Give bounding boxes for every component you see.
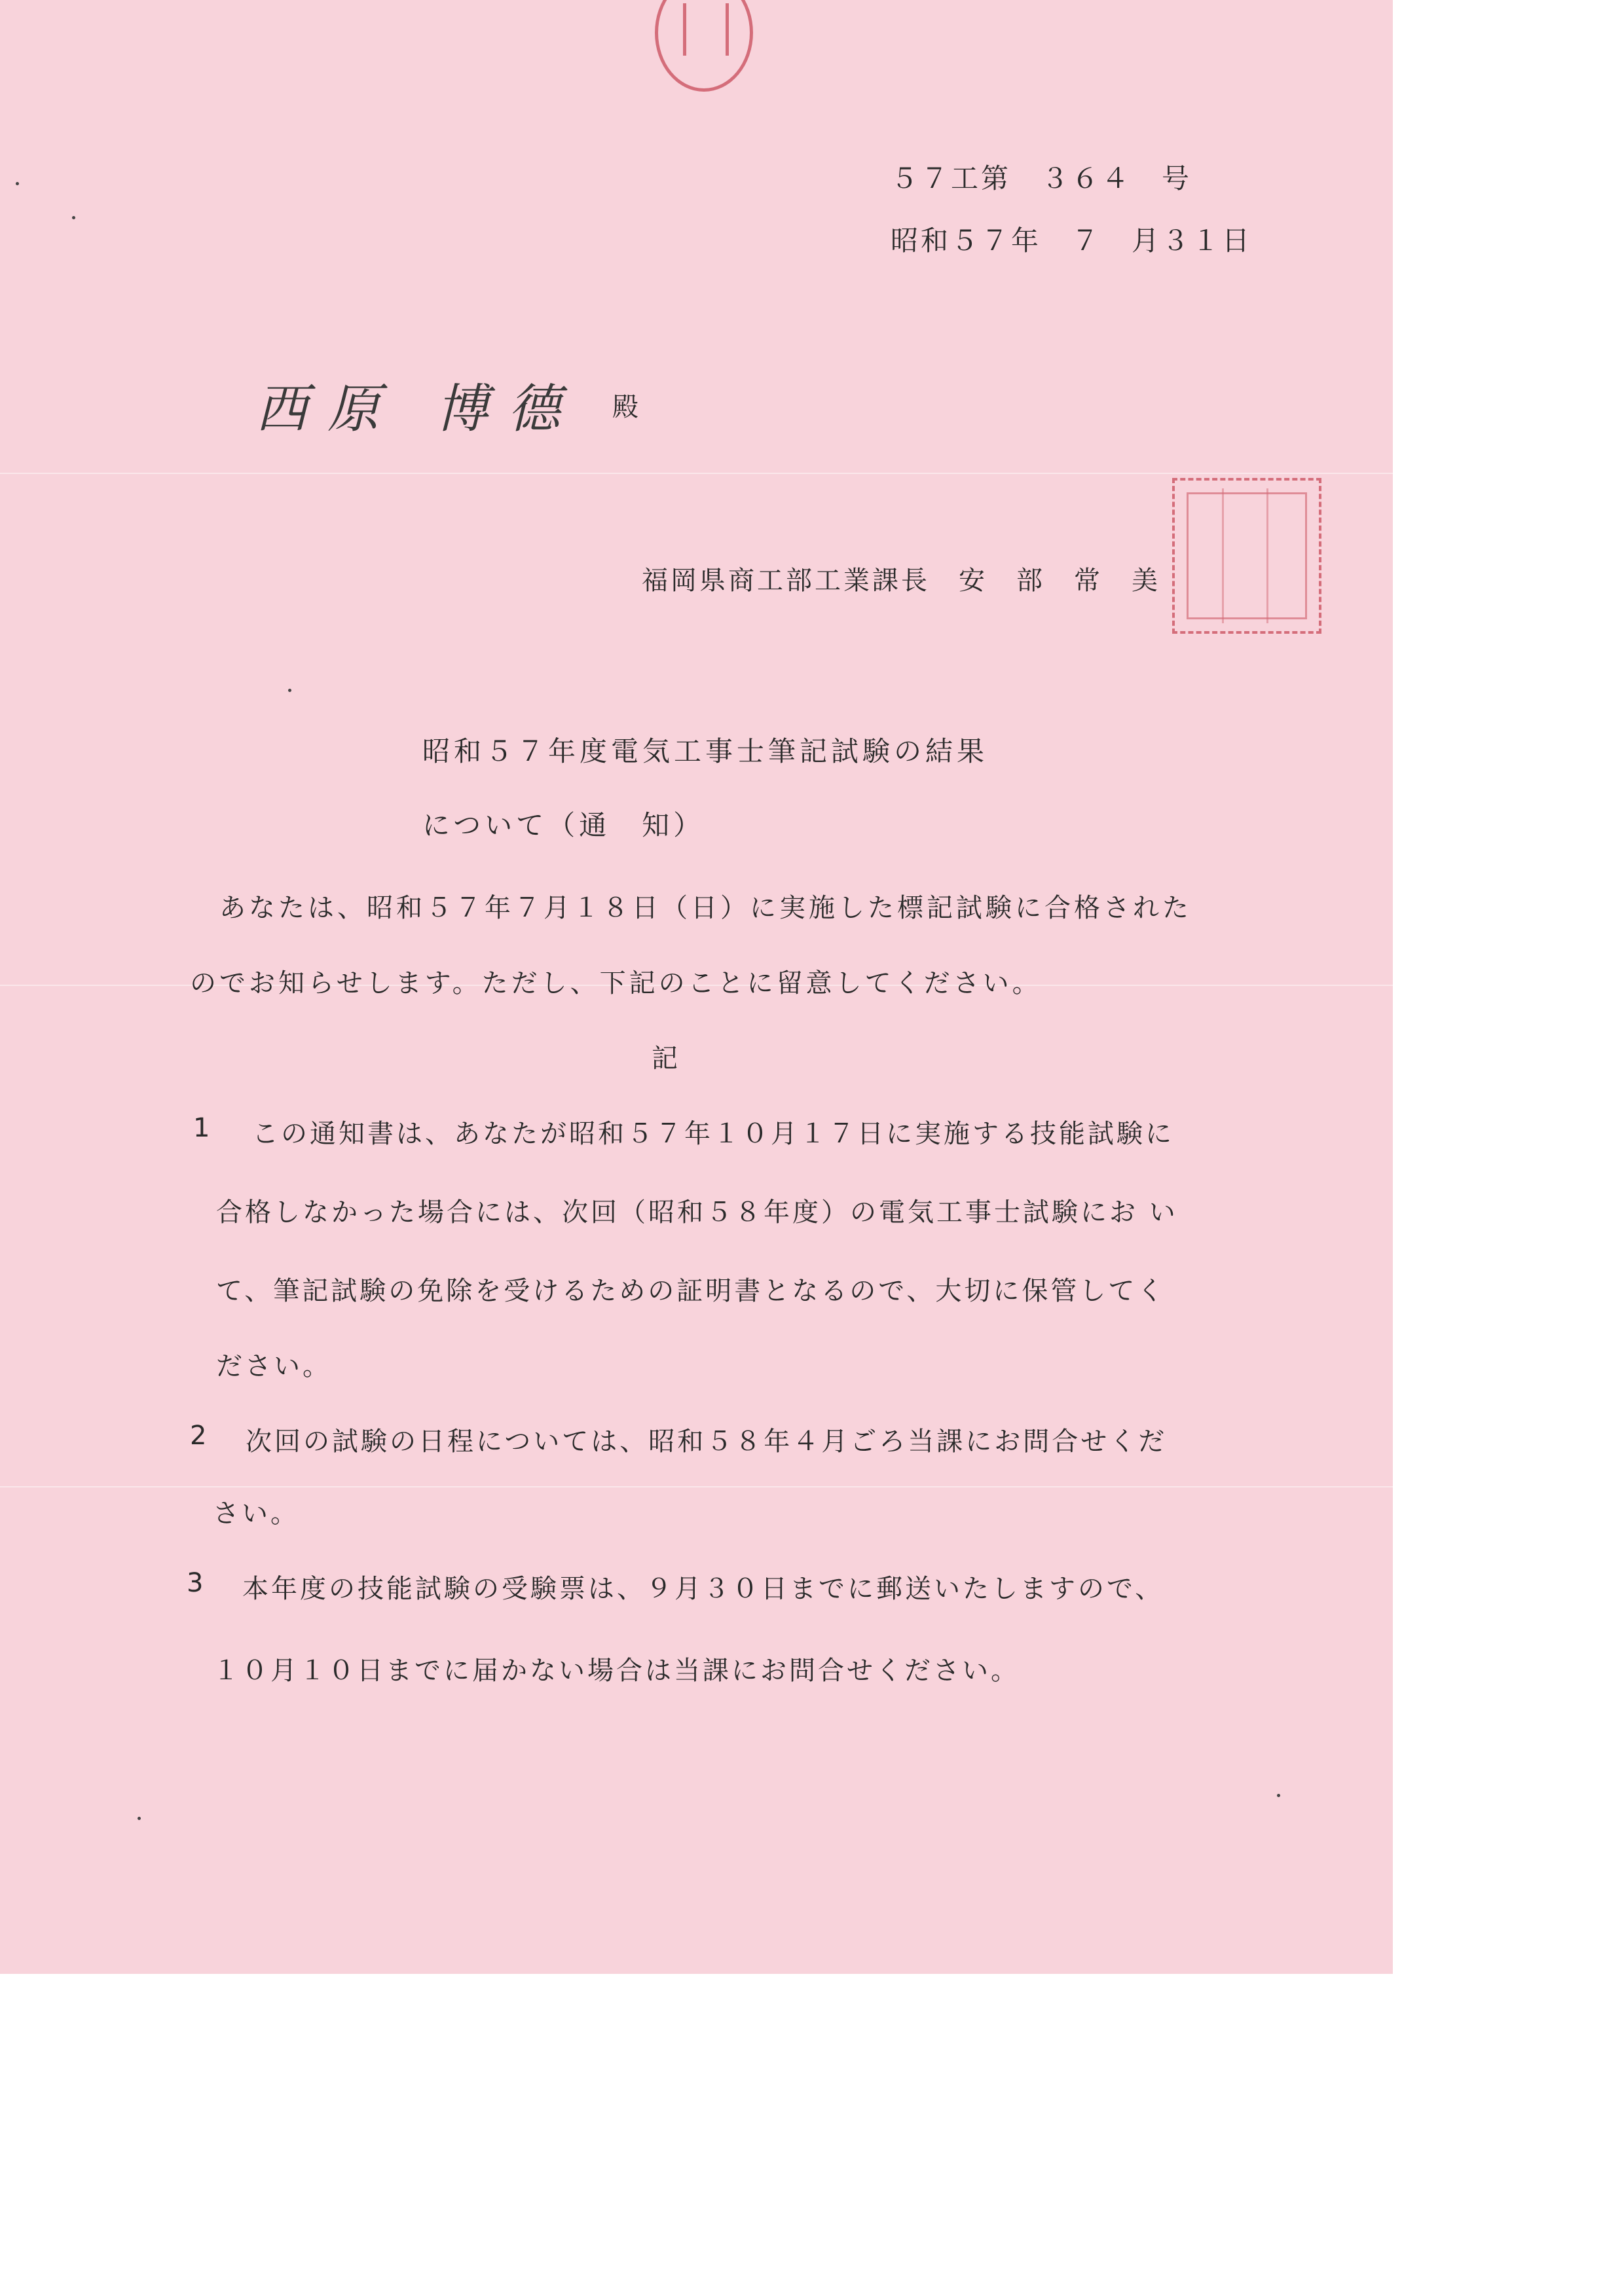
notice-title-line-2: について（通 知） xyxy=(422,809,705,841)
paper-speck xyxy=(288,689,291,692)
paper-speck xyxy=(138,1817,141,1820)
intro-line-1: あなたは、昭和５７年７月１８日（日）に実施した標記試験に合格された xyxy=(219,893,1192,923)
item-number: 1 xyxy=(193,1113,214,1143)
item-2-line-1: 次回の試験の日程については、昭和５８年４月ごろ当課にお問合せくだ xyxy=(246,1427,1168,1457)
item-3-line-2: １０月１０日までに届かない場合は当課にお問合せください。 xyxy=(213,1656,1020,1686)
addressee-name: 西原 博德 xyxy=(255,378,580,439)
intro-line-2: のでお知らせします。ただし、下記のことに留意してください。 xyxy=(190,968,1042,998)
top-seal-stamp xyxy=(655,0,753,92)
item-1-line-2: 合格しなかった場合には、次回（昭和５８年度）の電気工事士試験にお い xyxy=(216,1197,1178,1228)
notice-title-line-1: 昭和５７年度電気工事士筆記試験の結果 xyxy=(422,735,989,767)
paper-speck xyxy=(1277,1794,1280,1797)
ki-heading: 記 xyxy=(652,1044,682,1074)
reference-number: ５７工第 ３６４ 号 xyxy=(891,162,1192,194)
issue-date: 昭和５７年 ７ 月３１日 xyxy=(891,225,1253,257)
item-2-line-2: さい。 xyxy=(213,1499,299,1529)
sender-name: 福岡県商工部工業課長 安 部 常 美 xyxy=(642,566,1160,596)
item-1-line-3: て、筆記試験の免除を受けるための証明書となるので、大切に保管してく xyxy=(216,1276,1166,1306)
official-square-seal xyxy=(1172,478,1321,634)
fold-line xyxy=(0,473,1393,474)
fold-line xyxy=(0,1486,1393,1487)
item-1-line-1: この通知書は、あなたが昭和５７年１０月１７日に実施する技能試験に xyxy=(252,1119,1174,1149)
item-number: 3 xyxy=(187,1568,208,1598)
item-number: 2 xyxy=(190,1421,211,1451)
addressee-honorific: 殿 xyxy=(612,392,641,422)
paper-speck xyxy=(72,216,75,219)
item-3-line-1: 本年度の技能試験の受験票は、９月３０日までに郵送いたしますので、 xyxy=(242,1574,1164,1604)
paper-speck xyxy=(16,182,19,185)
item-1-line-4: ださい。 xyxy=(216,1351,331,1381)
